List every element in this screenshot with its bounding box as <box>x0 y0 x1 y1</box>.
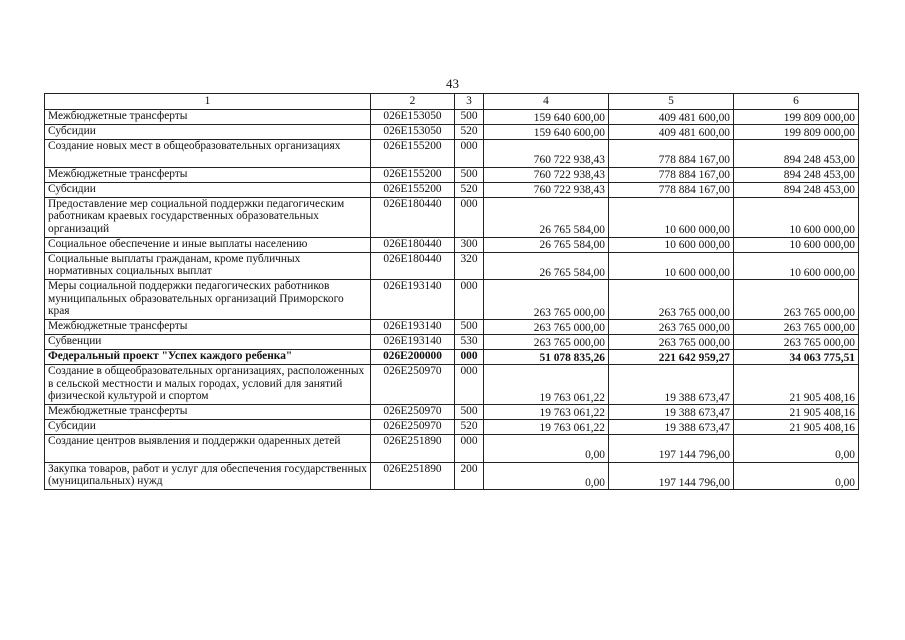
row-value-cell: 19 763 061,22 <box>484 405 609 420</box>
row-name-cell: Социальные выплаты гражданам, кроме публичных нормативных социальных выплат <box>45 252 371 280</box>
row-type-cell: 000 <box>455 140 484 168</box>
row-name-cell: Межбюджетные трансферты <box>45 110 371 125</box>
row-name-cell: Меры социальной поддержки педагогических работников муниципальных образовательных организаций Приморского края <box>45 280 371 320</box>
row-value-cell: 10 600 000,00 <box>609 237 734 252</box>
row-value-cell: 263 765 000,00 <box>734 335 859 350</box>
table-row <box>45 365 859 405</box>
row-name-cell: Социальное обеспечение и иные выплаты населению <box>45 237 371 252</box>
row-type-cell: 320 <box>455 252 484 280</box>
row-value-cell: 778 884 167,00 <box>609 167 734 182</box>
row-type-cell: 000 <box>455 280 484 320</box>
row-name-cell: Субсидии <box>45 420 371 435</box>
row-code-cell: 026E193140 <box>371 320 455 335</box>
row-code-cell: 026E153050 <box>371 110 455 125</box>
row-value-cell: 894 248 453,00 <box>734 182 859 197</box>
row-value-cell: 894 248 453,00 <box>734 140 859 168</box>
row-value-cell: 760 722 938,43 <box>484 182 609 197</box>
row-code-cell: 026E250970 <box>371 420 455 435</box>
row-value-cell: 263 765 000,00 <box>484 320 609 335</box>
table-row <box>45 182 859 197</box>
row-code-cell: 026E251890 <box>371 462 455 490</box>
table-row <box>45 320 859 335</box>
row-code-cell: 026E180440 <box>371 237 455 252</box>
row-value-cell: 409 481 600,00 <box>609 125 734 140</box>
row-name-cell: Создание центров выявления и поддержки одаренных детей <box>45 435 371 463</box>
column-header: 4 <box>484 94 609 110</box>
row-type-cell: 520 <box>455 182 484 197</box>
table-row <box>45 350 859 365</box>
row-value-cell: 159 640 600,00 <box>484 125 609 140</box>
row-value-cell: 199 809 000,00 <box>734 110 859 125</box>
table-row <box>45 167 859 182</box>
row-value-cell: 760 722 938,43 <box>484 167 609 182</box>
row-code-cell: 026E193140 <box>371 335 455 350</box>
row-value-cell: 19 763 061,22 <box>484 420 609 435</box>
table-row <box>45 335 859 350</box>
row-value-cell: 19 388 673,47 <box>609 365 734 405</box>
row-value-cell: 760 722 938,43 <box>484 140 609 168</box>
row-type-cell: 300 <box>455 237 484 252</box>
row-type-cell: 200 <box>455 462 484 490</box>
row-name-cell: Межбюджетные трансферты <box>45 405 371 420</box>
column-header: 1 <box>45 94 371 110</box>
table-body <box>45 94 859 490</box>
table-row <box>45 125 859 140</box>
table-row <box>45 462 859 490</box>
row-value-cell: 10 600 000,00 <box>734 237 859 252</box>
row-value-cell: 199 809 000,00 <box>734 125 859 140</box>
table-row <box>45 280 859 320</box>
row-value-cell: 263 765 000,00 <box>484 280 609 320</box>
row-code-cell: 026E155200 <box>371 167 455 182</box>
row-value-cell: 10 600 000,00 <box>609 252 734 280</box>
row-code-cell: 026E180440 <box>371 252 455 280</box>
row-value-cell: 19 388 673,47 <box>609 420 734 435</box>
row-type-cell: 530 <box>455 335 484 350</box>
row-type-cell: 000 <box>455 435 484 463</box>
page-number: 43 <box>446 76 459 91</box>
column-header: 2 <box>371 94 455 110</box>
row-name-cell: Межбюджетные трансферты <box>45 320 371 335</box>
table-row <box>45 420 859 435</box>
row-value-cell: 19 763 061,22 <box>484 365 609 405</box>
row-code-cell: 026E153050 <box>371 125 455 140</box>
row-value-cell: 778 884 167,00 <box>609 140 734 168</box>
column-header: 5 <box>609 94 734 110</box>
row-value-cell: 197 144 796,00 <box>609 462 734 490</box>
row-value-cell: 0,00 <box>734 462 859 490</box>
table-row <box>45 110 859 125</box>
row-type-cell: 000 <box>455 197 484 237</box>
row-value-cell: 0,00 <box>734 435 859 463</box>
table-row <box>45 405 859 420</box>
row-value-cell: 263 765 000,00 <box>484 335 609 350</box>
row-type-cell: 520 <box>455 125 484 140</box>
row-code-cell: 026E180440 <box>371 197 455 237</box>
row-value-cell: 10 600 000,00 <box>609 197 734 237</box>
table-row <box>45 197 859 237</box>
row-name-cell: Создание в общеобразовательных организациях, расположенных в сельской местности и малых городах, условий для занятий физической культурой и спортом <box>45 365 371 405</box>
row-name-cell: Межбюджетные трансферты <box>45 167 371 182</box>
row-type-cell: 500 <box>455 320 484 335</box>
row-code-cell: 026E155200 <box>371 140 455 168</box>
table-row <box>45 140 859 168</box>
row-type-cell: 520 <box>455 420 484 435</box>
row-value-cell: 263 765 000,00 <box>609 335 734 350</box>
row-code-cell: 026E250970 <box>371 365 455 405</box>
table-header-row <box>45 94 859 110</box>
row-value-cell: 51 078 835,26 <box>484 350 609 365</box>
row-type-cell: 000 <box>455 350 484 365</box>
row-value-cell: 21 905 408,16 <box>734 365 859 405</box>
row-value-cell: 10 600 000,00 <box>734 252 859 280</box>
row-type-cell: 000 <box>455 365 484 405</box>
row-code-cell: 026E251890 <box>371 435 455 463</box>
row-type-cell: 500 <box>455 405 484 420</box>
row-value-cell: 21 905 408,16 <box>734 405 859 420</box>
row-value-cell: 21 905 408,16 <box>734 420 859 435</box>
row-code-cell: 026E250970 <box>371 405 455 420</box>
table-row <box>45 435 859 463</box>
row-value-cell: 409 481 600,00 <box>609 110 734 125</box>
row-value-cell: 197 144 796,00 <box>609 435 734 463</box>
row-value-cell: 894 248 453,00 <box>734 167 859 182</box>
row-value-cell: 221 642 959,27 <box>609 350 734 365</box>
row-code-cell: 026E155200 <box>371 182 455 197</box>
row-name-cell: Создание новых мест в общеобразовательных организациях <box>45 140 371 168</box>
table-row <box>45 237 859 252</box>
row-value-cell: 19 388 673,47 <box>609 405 734 420</box>
row-code-cell: 026E193140 <box>371 280 455 320</box>
row-type-cell: 500 <box>455 167 484 182</box>
row-value-cell: 263 765 000,00 <box>609 320 734 335</box>
column-header: 6 <box>734 94 859 110</box>
row-name-cell: Федеральный проект "Успех каждого ребенка" <box>45 350 371 365</box>
row-value-cell: 26 765 584,00 <box>484 197 609 237</box>
row-value-cell: 778 884 167,00 <box>609 182 734 197</box>
row-value-cell: 263 765 000,00 <box>734 280 859 320</box>
column-header: 3 <box>455 94 484 110</box>
row-value-cell: 26 765 584,00 <box>484 252 609 280</box>
row-value-cell: 0,00 <box>484 435 609 463</box>
row-value-cell: 34 063 775,51 <box>734 350 859 365</box>
row-code-cell: 026E200000 <box>371 350 455 365</box>
row-name-cell: Субвенции <box>45 335 371 350</box>
row-name-cell: Предоставление мер социальной поддержки педагогическим работникам краевых государственных образовательных организаций <box>45 197 371 237</box>
row-value-cell: 10 600 000,00 <box>734 197 859 237</box>
row-name-cell: Закупка товаров, работ и услуг для обеспечения государственных (муниципальных) нужд <box>45 462 371 490</box>
row-name-cell: Субсидии <box>45 182 371 197</box>
row-value-cell: 159 640 600,00 <box>484 110 609 125</box>
row-name-cell: Субсидии <box>45 125 371 140</box>
row-value-cell: 0,00 <box>484 462 609 490</box>
row-value-cell: 263 765 000,00 <box>734 320 859 335</box>
table-row <box>45 252 859 280</box>
budget-table <box>44 93 859 490</box>
row-type-cell: 500 <box>455 110 484 125</box>
row-value-cell: 26 765 584,00 <box>484 237 609 252</box>
row-value-cell: 263 765 000,00 <box>609 280 734 320</box>
